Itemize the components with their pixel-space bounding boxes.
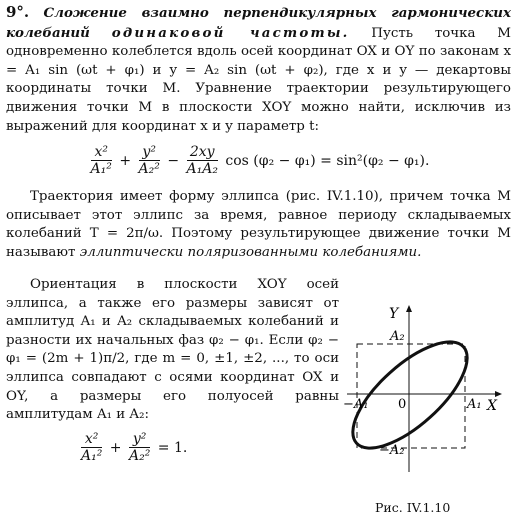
frac-num: x² [81,431,102,448]
origin-label: 0 [398,397,407,412]
ellipse-figure [343,302,513,517]
problem-intro: Пусть точка M одновременно колеблется вдоль осей координат OX и OY по законам x = A₁ sin (ωt + φ₁) и y = A₂ sin (ωt + φ₂), где x и y — декартовы координаты точки M. Уравнение траектории результирующего движения точки M в плоскости XOY можно найти, исключив из выражений для координат x и y параметр t: [6,25,511,134]
plus-sign: + [119,153,132,170]
emphasis-text: эллиптически поляризованными колебаниями. [79,244,422,260]
formula-rest: cos (φ₂ − φ₁) = sin²(φ₂ − φ₁). [225,153,430,170]
problem-paragraph [6,3,511,136]
frac-num: y² [139,144,160,161]
plus-sign: + [109,439,122,456]
orientation-paragraph: Ориентация в плоскости XOY осей эллипса, а также его размеры зависят от амплитуд A₁ и A₂ складываемых колебаний и разности их начальных фаз φ₂ − φ₁. Если φ₂ − φ₁ = (2m + 1)π/2, где m = 0, ±1, ±2, ..., то оси эллипса совпадают с осями координат OX и OY, а размеры его полуосей равны амплитудам A₁ и A₂: [6,277,339,423]
frac-den: A₂² [128,447,151,464]
fraction-y [129,431,150,465]
fraction-x [81,431,102,465]
problem-title: Сложение взаимно перпендикулярных гармонических колебаний [6,5,511,41]
frac-den: A₁² [81,447,103,464]
x-axis-label: X [487,398,497,414]
paragraph-text: Траектория имеет форму эллипса (рис. IV.1.10), причем точка M описывает этот эллипс за время, равное периоду складываемых колебаний T = 2π/ω. Поэтому результирующее движение точки M называют [6,189,511,260]
neg-a2-label: −A₂ [379,443,405,458]
formula-rest: = 1. [157,439,188,456]
frac-den: A₂² [138,161,160,178]
minus-sign: − [167,153,180,170]
frac-num: y² [129,431,150,448]
fraction-y [139,144,160,178]
frac-num: x² [91,144,112,161]
frac-den: A₁A₂ [186,161,218,178]
trajectory-equation [6,144,511,178]
problem-number: 9°. [6,3,30,21]
frac-den: A₁² [90,161,112,178]
y-axis-label: Y [389,306,399,322]
frac-num: 2xy [187,144,218,161]
a1-label: A₁ [467,397,482,412]
ellipse-diagram [343,302,513,502]
figure-caption: Рис. IV.1.10 [375,500,451,515]
text-page [6,3,511,263]
a2-label: A₂ [390,329,405,344]
fraction-x [91,144,112,178]
trajectory-paragraph [6,188,511,262]
fraction-xy [187,144,218,178]
neg-a1-label: −A₁ [343,397,369,412]
ellipse-equation [78,431,339,465]
problem-title-spaced: одинаковой частоты. [111,24,350,41]
left-column [6,276,339,465]
trajectory-ellipse [343,325,484,466]
